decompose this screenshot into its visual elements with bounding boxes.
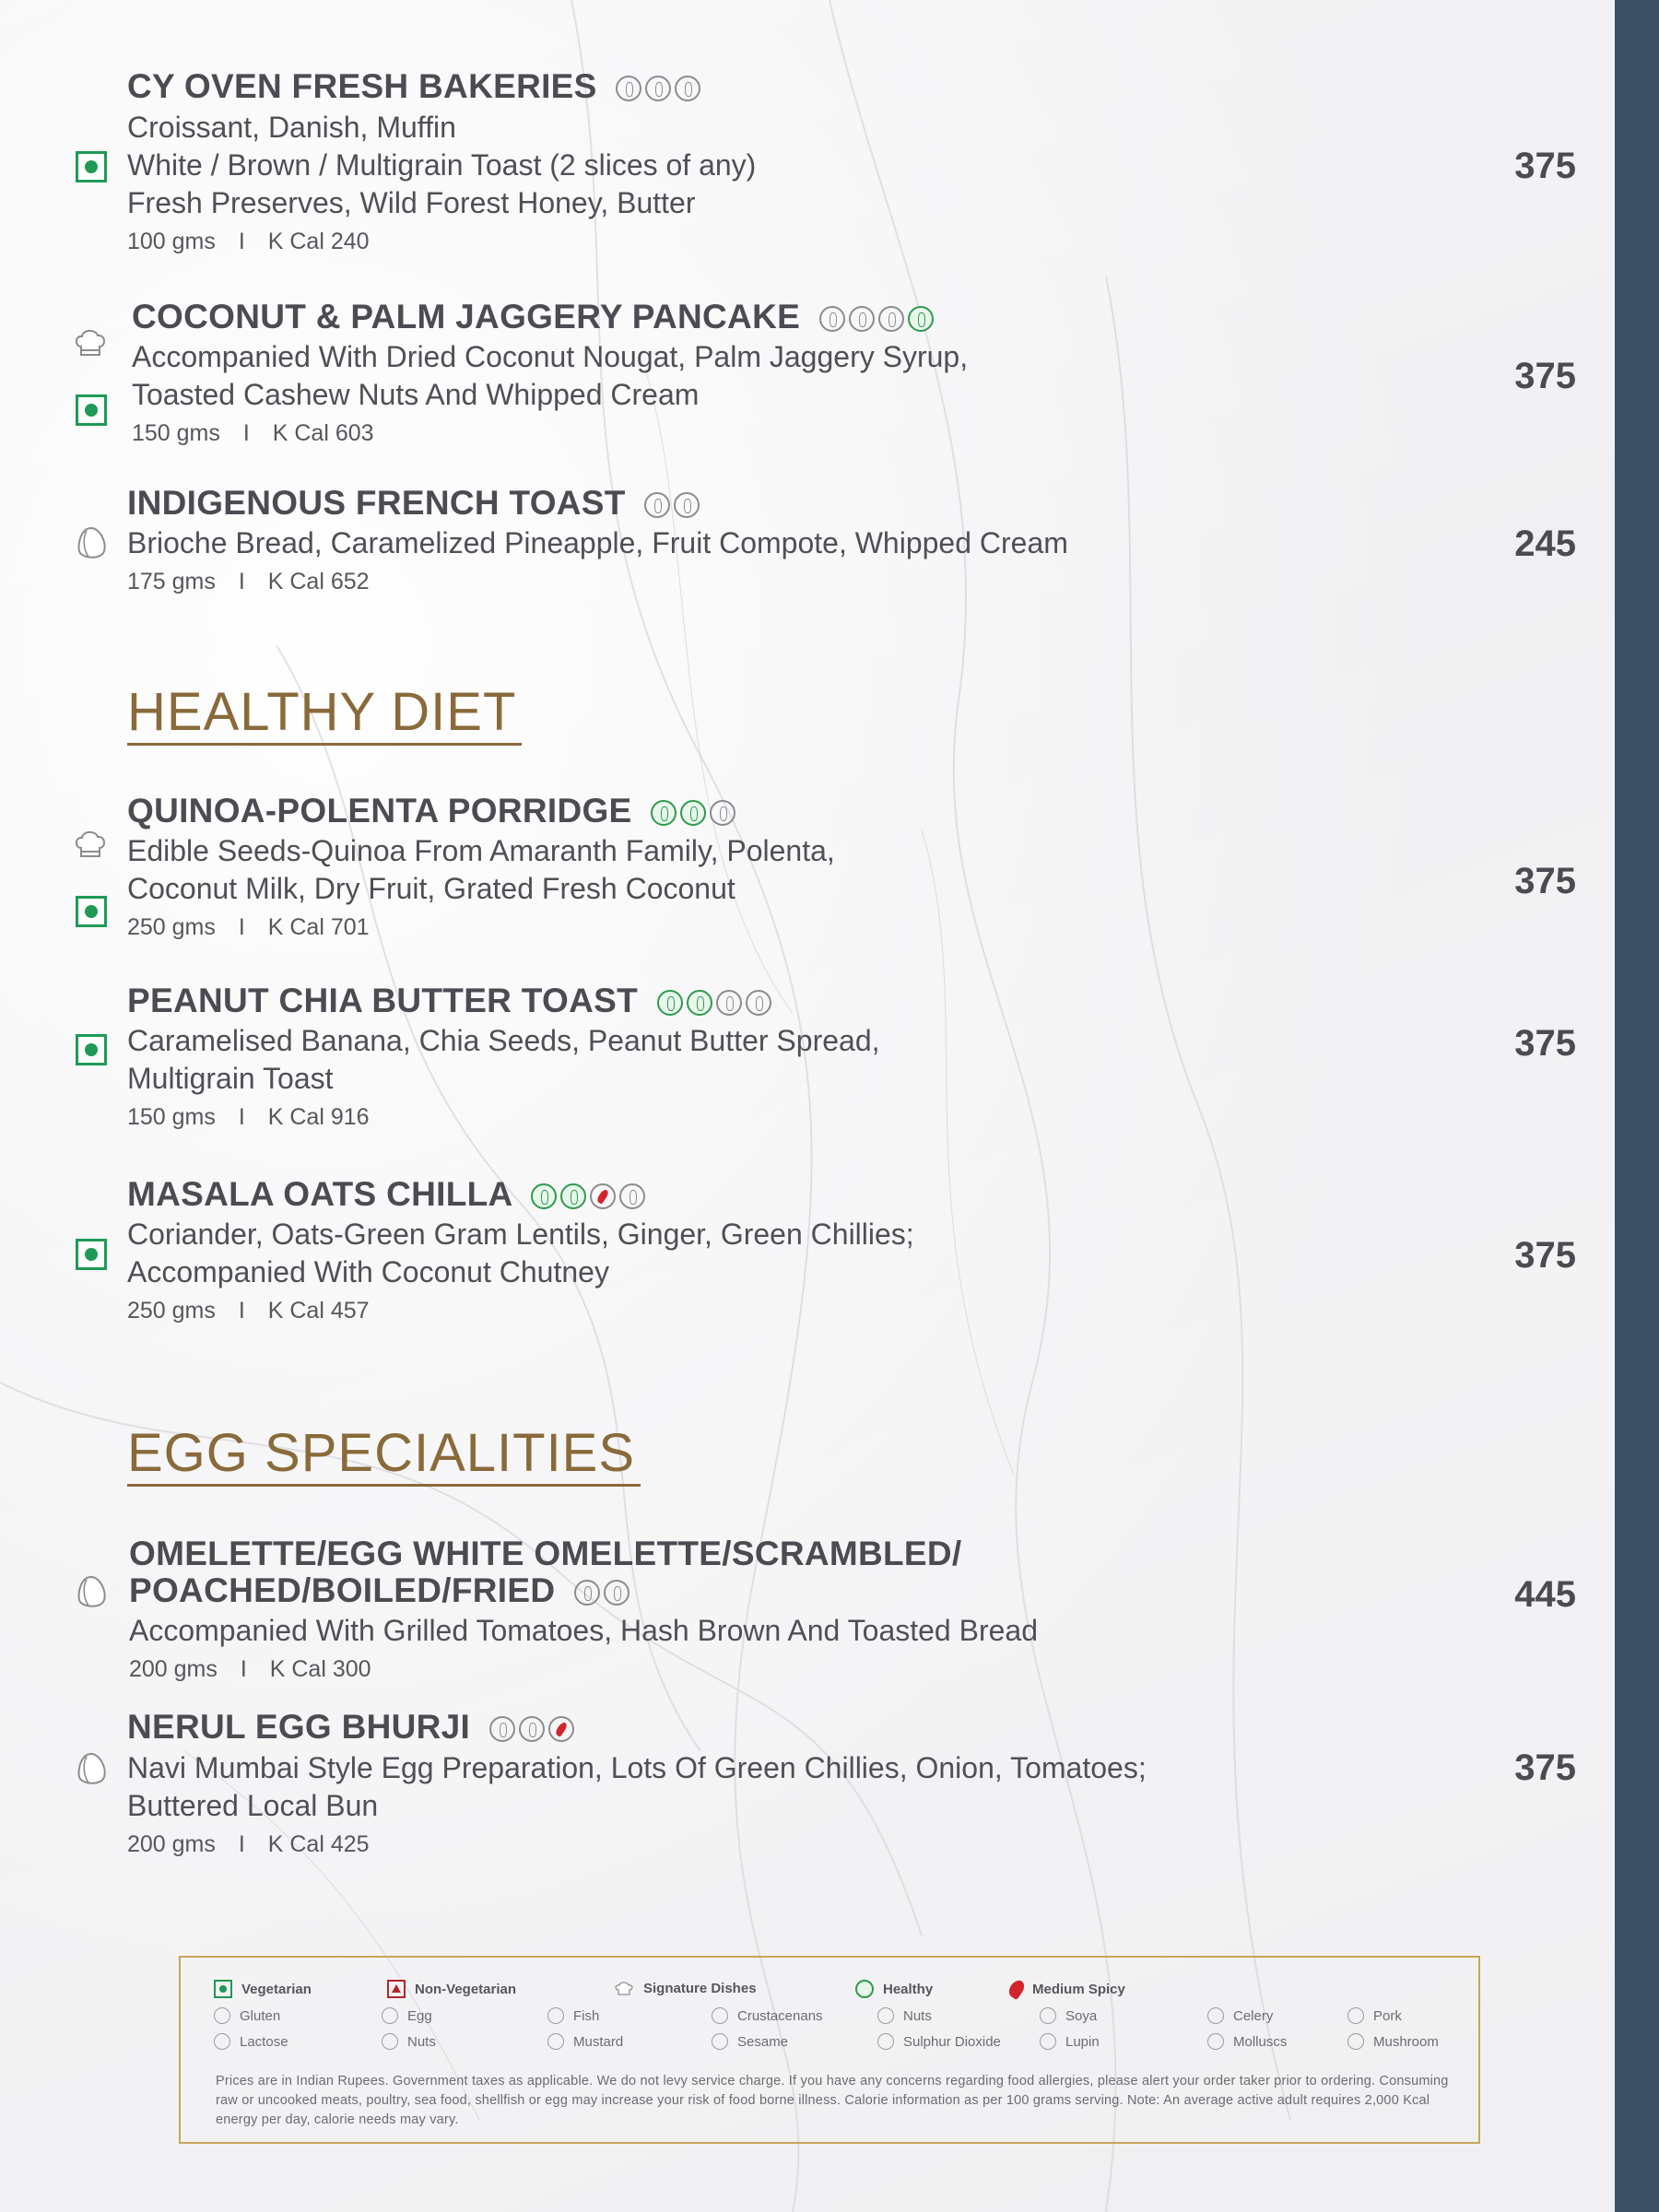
item-description: Fresh Preserves, Wild Forest Honey, Butter bbox=[127, 186, 696, 219]
veg-icon bbox=[76, 1034, 107, 1065]
legend-note: Prices are in Indian Rupees. Government taxes as applicable. We do not levy service charge. If you have any concerns regarding food allergies, please alert your order taker prior to ordering. Consuming raw or uncooked meats, poultry, sea food, shellfish or egg may increase your risk of food borne illness. Calorie information as per 100 grams serving. Note: An average active adult requires 2,000 Kcal energy per day, calorie needs may vary. bbox=[216, 2074, 1449, 2127]
item-price: 375 bbox=[1514, 1747, 1576, 1788]
legend-allergen: Celery bbox=[1207, 2007, 1273, 2024]
item-kcal: K Cal 701 bbox=[267, 914, 370, 940]
item-title: OMELETTE/EGG WHITE OMELETTE/SCRAMBLED/ bbox=[129, 1535, 962, 1572]
item-weight: 250 gms bbox=[127, 914, 216, 940]
vegan-icon bbox=[657, 990, 683, 1016]
chef-hat-icon bbox=[72, 324, 109, 361]
item-description: Edible Seeds-Quinoa From Amaranth Family, Polenta, bbox=[127, 834, 835, 867]
item-description: Brioche Bread, Caramelized Pineapple, Fruit Compote, Whipped Cream bbox=[127, 526, 1068, 559]
legend-signature: Signature Dishes bbox=[614, 1980, 757, 1996]
sesame-icon bbox=[712, 2033, 728, 2050]
item-description: Croissant, Danish, Muffin bbox=[127, 111, 456, 144]
celery-icon bbox=[1207, 2007, 1224, 2024]
non-veg-icon bbox=[387, 1980, 406, 1998]
healthy-icon bbox=[687, 990, 712, 1016]
side-accent-bar bbox=[1615, 0, 1659, 2212]
gluten-icon bbox=[574, 1580, 600, 1606]
item-weight: 100 gms bbox=[127, 229, 216, 254]
item-meta bbox=[127, 1102, 370, 1132]
vegan-icon bbox=[651, 800, 677, 826]
allergen-icons bbox=[644, 492, 700, 518]
legend-allergen: Mushroom bbox=[1347, 2033, 1439, 2050]
separator: I bbox=[238, 569, 245, 594]
item-description: Multigrain Toast bbox=[127, 1062, 334, 1095]
nuts-icon bbox=[849, 306, 875, 332]
mustard-icon bbox=[547, 2033, 564, 2050]
gluten-icon bbox=[746, 990, 771, 1016]
item-title: CY OVEN FRESH BAKERIES bbox=[127, 66, 700, 107]
item-kcal: K Cal 240 bbox=[267, 229, 370, 254]
separator: I bbox=[242, 420, 250, 446]
veg-icon bbox=[76, 1239, 107, 1270]
soya-icon bbox=[1040, 2007, 1056, 2024]
item-title-continued: POACHED/BOILED/FRIED bbox=[129, 1571, 629, 1611]
nuts-icon bbox=[877, 2007, 894, 2024]
legend-allergen: Molluscs bbox=[1207, 2033, 1287, 2050]
chef-hat-icon bbox=[614, 1980, 634, 1996]
item-meta bbox=[129, 1654, 371, 1684]
nuts-icon bbox=[710, 800, 735, 826]
legend-allergen: Soya bbox=[1040, 2007, 1097, 2024]
legend-allergen: Crustacenans bbox=[712, 2007, 823, 2024]
item-weight: 200 gms bbox=[129, 1656, 218, 1682]
item-weight: 150 gms bbox=[127, 1104, 216, 1130]
lactose-icon bbox=[214, 2033, 230, 2050]
legend-allergen: Lactose bbox=[214, 2033, 288, 2050]
gluten-icon bbox=[214, 2007, 230, 2024]
item-description: Toasted Cashew Nuts And Whipped Cream bbox=[132, 378, 700, 411]
section-title-healthy: HEALTHY DIET bbox=[127, 682, 522, 746]
item-price: 375 bbox=[1514, 146, 1576, 186]
egg-icon bbox=[74, 1574, 109, 1611]
allergen-icons bbox=[574, 1580, 629, 1606]
lactose-icon bbox=[674, 492, 700, 518]
allergen-icons bbox=[489, 1716, 574, 1742]
item-meta bbox=[127, 567, 370, 596]
allergen-icons bbox=[819, 306, 934, 332]
pork-icon bbox=[1347, 2007, 1364, 2024]
item-kcal: K Cal 457 bbox=[267, 1298, 370, 1324]
separator: I bbox=[238, 1298, 245, 1324]
legend-allergen: Mustard bbox=[547, 2033, 623, 2050]
item-weight: 250 gms bbox=[127, 1298, 216, 1324]
healthy-icon bbox=[855, 1980, 874, 1998]
crustaceans-icon bbox=[712, 2007, 728, 2024]
healthy-icon bbox=[560, 1183, 586, 1209]
nuts-icon bbox=[645, 76, 671, 101]
egg-icon bbox=[74, 1751, 109, 1788]
item-price: 375 bbox=[1514, 1235, 1576, 1276]
chef-hat-icon bbox=[72, 826, 109, 863]
lactose-icon bbox=[519, 1716, 545, 1742]
item-price: 375 bbox=[1514, 861, 1576, 901]
item-description: Caramelised Banana, Chia Seeds, Peanut Butter Spread, bbox=[127, 1024, 880, 1057]
item-meta bbox=[127, 912, 370, 942]
egg-icon bbox=[74, 525, 109, 562]
item-price: 245 bbox=[1514, 524, 1576, 564]
separator: I bbox=[238, 914, 245, 940]
molluscs-icon bbox=[1207, 2033, 1224, 2050]
item-description: Accompanied With Coconut Chutney bbox=[127, 1255, 609, 1288]
chili-icon bbox=[1006, 1978, 1028, 2000]
separator: I bbox=[238, 1831, 245, 1857]
legend-healthy: Healthy bbox=[855, 1980, 933, 1998]
legend-allergen: Pork bbox=[1347, 2007, 1402, 2024]
item-weight: 150 gms bbox=[132, 420, 220, 446]
nuts-icon bbox=[716, 990, 742, 1016]
chili-icon bbox=[548, 1716, 574, 1742]
legend-allergen: Nuts bbox=[877, 2007, 932, 2024]
healthy-icon bbox=[680, 800, 706, 826]
gluten-icon bbox=[644, 492, 670, 518]
item-meta bbox=[127, 1830, 370, 1859]
allergen-icons bbox=[531, 1183, 645, 1209]
lactose-icon bbox=[675, 76, 700, 101]
legend-allergen: Gluten bbox=[214, 2007, 280, 2024]
item-description: Coconut Milk, Dry Fruit, Grated Fresh Coconut bbox=[127, 872, 735, 905]
item-price: 375 bbox=[1514, 1023, 1576, 1064]
legend-non-vegetarian: Non-Vegetarian bbox=[387, 1980, 516, 1998]
item-description: Accompanied With Grilled Tomatoes, Hash Brown And Toasted Bread bbox=[129, 1614, 1038, 1647]
chili-icon bbox=[590, 1183, 616, 1209]
veg-icon bbox=[76, 394, 107, 426]
lactose-icon bbox=[604, 1580, 629, 1606]
item-title: MASALA OATS CHILLA bbox=[127, 1174, 645, 1215]
veg-icon bbox=[76, 151, 107, 182]
item-description: Navi Mumbai Style Egg Preparation, Lots Of Green Chillies, Onion, Tomatoes; bbox=[127, 1751, 1147, 1784]
legend-vegetarian: Vegetarian bbox=[214, 1980, 312, 1998]
item-kcal: K Cal 652 bbox=[267, 569, 370, 594]
lactose-icon bbox=[878, 306, 904, 332]
legend-spicy: Medium Spicy bbox=[1010, 1980, 1125, 1998]
healthy-icon bbox=[908, 306, 934, 332]
sulphur-dioxide-icon bbox=[877, 2033, 894, 2050]
legend-allergen: Sesame bbox=[712, 2033, 788, 2050]
legend-allergen: Fish bbox=[547, 2007, 599, 2024]
separator: I bbox=[238, 1104, 245, 1130]
vegan-icon bbox=[531, 1183, 557, 1209]
mushroom-icon bbox=[1347, 2033, 1364, 2050]
lupin-icon bbox=[1040, 2033, 1056, 2050]
item-weight: 200 gms bbox=[127, 1831, 216, 1857]
item-title: PEANUT CHIA BUTTER TOAST bbox=[127, 981, 771, 1021]
fish-icon bbox=[547, 2007, 564, 2024]
item-kcal: K Cal 300 bbox=[269, 1656, 371, 1682]
veg-icon bbox=[214, 1980, 232, 1998]
item-description: Coriander, Oats-Green Gram Lentils, Ginger, Green Chillies; bbox=[127, 1218, 914, 1251]
allergen-icons bbox=[651, 800, 735, 826]
item-meta bbox=[132, 418, 374, 448]
item-title: NERUL EGG BHURJI bbox=[127, 1707, 574, 1747]
item-kcal: K Cal 425 bbox=[267, 1831, 370, 1857]
legend-allergen: Nuts bbox=[382, 2033, 436, 2050]
item-meta bbox=[127, 227, 370, 256]
allergen-icons bbox=[657, 990, 771, 1016]
section-title-egg: EGG SPECIALITIES bbox=[127, 1423, 641, 1487]
item-kcal: K Cal 603 bbox=[272, 420, 374, 446]
gluten-icon bbox=[619, 1183, 645, 1209]
item-description: White / Brown / Multigrain Toast (2 slices of any) bbox=[127, 148, 757, 182]
gluten-icon bbox=[819, 306, 845, 332]
allergen-icons bbox=[616, 76, 700, 101]
separator: I bbox=[240, 1656, 247, 1682]
item-weight: 175 gms bbox=[127, 569, 216, 594]
veg-icon bbox=[76, 896, 107, 927]
item-title: COCONUT & PALM JAGGERY PANCAKE bbox=[132, 297, 934, 337]
item-description: Accompanied With Dried Coconut Nougat, Palm Jaggery Syrup, bbox=[132, 340, 969, 373]
separator: I bbox=[238, 229, 245, 254]
item-title: QUINOA-POLENTA PORRIDGE bbox=[127, 791, 735, 831]
gluten-icon bbox=[489, 1716, 515, 1742]
nuts-icon bbox=[382, 2033, 398, 2050]
item-price: 445 bbox=[1514, 1574, 1576, 1615]
egg-icon bbox=[382, 2007, 398, 2024]
legend-allergen: Egg bbox=[382, 2007, 432, 2024]
item-description: Buttered Local Bun bbox=[127, 1789, 379, 1822]
gluten-icon bbox=[616, 76, 641, 101]
legend-allergen: Sulphur Dioxide bbox=[877, 2033, 1001, 2050]
item-price: 375 bbox=[1514, 356, 1576, 396]
legend-box bbox=[179, 1956, 1480, 2144]
item-kcal: K Cal 916 bbox=[267, 1104, 370, 1130]
legend-allergen: Lupin bbox=[1040, 2033, 1100, 2050]
item-meta bbox=[127, 1296, 370, 1325]
item-title: INDIGENOUS FRENCH TOAST bbox=[127, 483, 700, 524]
